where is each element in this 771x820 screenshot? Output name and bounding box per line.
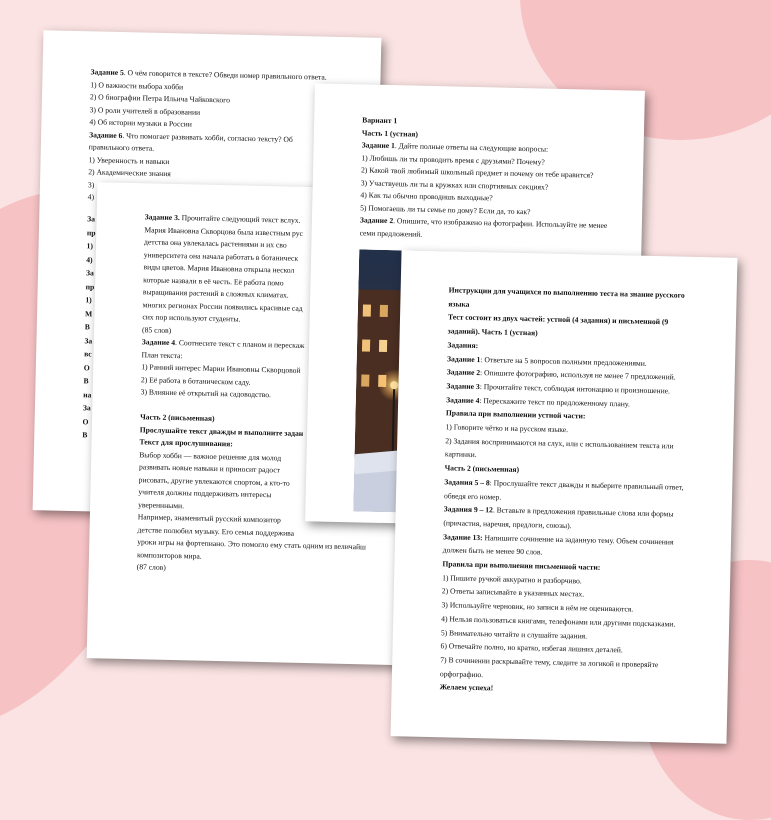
line-text: университета она начала работать в ботаническ — [143, 249, 299, 263]
bold-label: Задание 4 — [141, 337, 176, 348]
line-text: 1) Любишь ли ты проводить время с друзьями? Почему? — [361, 152, 545, 167]
line-text: . Соотнесите текст с планом и перескаж — [174, 338, 305, 350]
line-text: . Дайте полные ответы на следующие вопросы: — [394, 141, 549, 154]
bold-label: Задание 6 — [89, 129, 123, 140]
bold-label: Текст для прослушивания: — [139, 437, 233, 449]
line-text: План текста: — [141, 349, 183, 360]
line-text: 3) Используйте черновик, но записи в нём не оцениваются. — [441, 600, 634, 614]
line-text: . Опишите, что изображено на фотографии. Используйте не менее — [393, 216, 608, 230]
line-text: многих регионах России появились красивые сад — [142, 299, 303, 313]
side-fragment: 1) — [85, 295, 92, 305]
bold-label: Часть 2 (письменная) — [444, 463, 520, 475]
side-fragment: вс — [84, 349, 92, 359]
line-text: выращивания растений в сложных климатах. — [142, 287, 289, 300]
line-text: 2) О биографии Петра Ильича Чайковского — [89, 92, 231, 105]
bold-label: Задания: — [447, 340, 479, 350]
line-text — [140, 400, 142, 409]
bold-label: Задание 3. — [144, 212, 180, 223]
line-text: композиторов мира. — [136, 549, 202, 561]
side-fragment: За — [87, 214, 96, 224]
line-text: учителя должны поддерживать интересы — [138, 487, 272, 500]
bold-label: Задание 2 — [359, 215, 394, 226]
line-text: 4) Как ты обычно проводишь выходные? — [360, 190, 493, 203]
line-text: картинки. — [444, 449, 477, 460]
bold-label: Часть 2 (письменная) — [140, 412, 215, 423]
line-text: развивать новые навыки и приносит радост — [138, 462, 281, 475]
bold-label: Правила при выполнении устной части: — [445, 408, 586, 421]
line-text: виды цветов. Мария Ивановна открыла нескол — [143, 262, 295, 275]
bold-label: Задания 9 – 12 — [443, 504, 493, 515]
line-text: (причастия, наречия, предлоги, союзы). — [443, 518, 572, 531]
line-text: орфографию. — [439, 668, 484, 679]
side-fragment: пр — [86, 227, 96, 237]
line-text: детства она увлекалась растениями и их сво — [144, 237, 287, 250]
line-text: 5) Внимательно читайте и слушайте задания. — [440, 627, 588, 641]
line-text: Мария Ивановна Скворцова была известным рус — [144, 224, 304, 238]
line-text: : Опишите фотографию, используя не менее 7 предложений. — [479, 368, 676, 382]
line-text: рисовать, другие увлекаются спортом, а кто-то — [138, 474, 290, 488]
bold-label: Задание 13: — [442, 531, 483, 542]
line-text: 6) Отвечайте полно, но кратко, избегая лишних деталей. — [440, 641, 623, 655]
side-fragment: За — [85, 268, 94, 278]
bold-label: Желаем успеха! — [439, 682, 494, 693]
line-text: Например, знаменитый русский композитор — [137, 512, 281, 525]
side-fragment: В — [83, 376, 89, 386]
line-text: 2) Академические знания — [88, 167, 171, 179]
line-text: 4) Нельзя пользоваться книгами, телефонами или другими подсказками. — [441, 614, 676, 629]
line-text: увереннными. — [138, 499, 185, 510]
line-text: 1) Ранний интерес Марии Ивановны Скворцовой — [141, 362, 301, 375]
line-text: 5) Помогаешь ли ты семье по дому? Если да, то как? — [360, 202, 531, 216]
bold-label: Инструкции для учащихся по выполнению теста на знание русского — [448, 285, 685, 300]
line-text: 2) Какой твой любимый школьный предмет и почему он тебе нравится? — [360, 165, 594, 180]
line-text: правильного ответа. — [88, 142, 155, 153]
page-4-text — [439, 283, 687, 699]
line-text: уроки игры на фортепиано. Это помогло ему стать одним из величайш — [137, 537, 367, 552]
line-text: 3) Участвуешь ли ты в кружках или спортивных секциях? — [360, 177, 549, 192]
side-fragment: на — [83, 389, 92, 399]
line-text: 1) О важности выбора хобби — [90, 79, 184, 91]
bold-label: Тест состоит из двух частей: устной (4 задания) и письменной (9 — [447, 312, 669, 327]
line-text: 3) О роли учителей в образовании — [89, 104, 201, 117]
bold-label: Часть 1 (устная) — [361, 127, 419, 139]
line-text: : Прочитайте текст, соблюдая интонацию и произношение. — [479, 381, 671, 396]
bold-label: языка — [448, 299, 470, 309]
line-text: (85 слов) — [142, 324, 172, 335]
line-text: 4) — [87, 192, 95, 202]
side-fragment: 1) — [86, 241, 94, 251]
bold-label: заданий). Часть 1 (устная) — [447, 326, 538, 338]
line-text: : Прослушайте текст дважды и выберите правильный ответ, — [489, 478, 684, 492]
side-fragment: В — [82, 430, 88, 440]
side-fragment: М — [84, 308, 93, 318]
line-text: 3) Влияние её открытий на садоводство. — [140, 387, 272, 400]
line-text: (87 слов) — [136, 562, 166, 572]
line-text: 2) Ответы записывайте в указанных местах. — [441, 586, 585, 599]
line-text: 4) Об истории музыки в России — [89, 117, 192, 129]
bold-label: Задание 4 — [446, 394, 480, 405]
bold-label: Задание 1 — [447, 353, 481, 364]
line-text: : Ответьте на 5 вопросов полными предложениями. — [480, 354, 647, 368]
line-text: должен быть не менее 90 слов. — [442, 545, 543, 557]
line-text: обведя его номер. — [443, 490, 502, 502]
bold-label: Задание 2 — [446, 367, 481, 378]
bold-label: Задание 3 — [446, 381, 480, 391]
line-text: . О чём говорится в тексте? Обведи номер правильного ответа. — [123, 68, 327, 82]
bold-label: Прослушайте текст дважды и выполните задан — [139, 424, 304, 438]
page-3-text — [359, 114, 609, 245]
line-text: 1) Пишите ручкой аккуратно и разборчиво. — [442, 573, 582, 586]
line-text: . Вставьте в предложения правильные слова или формы — [492, 505, 674, 519]
bold-label: Правила при выполнении письменной части: — [442, 559, 601, 572]
line-text: 7) В сочинении раскрывайте тему, следите за логикой и проверяйте — [440, 655, 659, 670]
line-text: которые назвали в её честь. Её работа помо — [143, 274, 284, 287]
worksheet-page-4 — [391, 250, 738, 743]
line-text: Прочитайте следующий текст вслух. — [179, 213, 301, 225]
line-text: Выбор хобби — важное решение для молод — [139, 449, 282, 462]
line-text: 2) Задания воспринимаются на слух, или с использованием текста или — [445, 436, 674, 451]
bold-label: Задания 5 – 8 — [444, 477, 490, 488]
line-text: сих пор используют студенты. — [142, 312, 241, 324]
bold-label: Задание 5 — [90, 67, 124, 78]
bold-label: Задание 1 — [361, 140, 395, 151]
line-text: 1) Говорите чётко и на русском языке. — [445, 422, 569, 435]
line-text: 3) — [87, 179, 95, 189]
line-text: 1) Уверенность и навыки — [88, 154, 170, 166]
side-fragment: пр — [85, 281, 95, 291]
line-text: детстве полюбил музыку. Его семья поддержива — [137, 524, 295, 538]
side-fragment: За — [84, 335, 93, 345]
line-text: : Перескажите текст по предложенному плану. — [479, 395, 630, 409]
line-text: . Что помогает развивать хобби, согласно тексту? Об — [122, 130, 293, 144]
side-fragment: О — [82, 416, 89, 426]
line-text: Напишите сочинение на заданную тему. Объем сочинения — [482, 532, 674, 547]
bold-label: Вариант 1 — [362, 115, 398, 126]
line-text: семи предложений. — [359, 227, 423, 239]
side-fragment: За — [82, 403, 91, 413]
side-fragment: О — [83, 362, 90, 372]
side-fragment: В — [84, 322, 90, 332]
line-text: 2) Её работа в ботаническом саду. — [140, 374, 251, 387]
side-fragment: 4) — [86, 254, 93, 264]
